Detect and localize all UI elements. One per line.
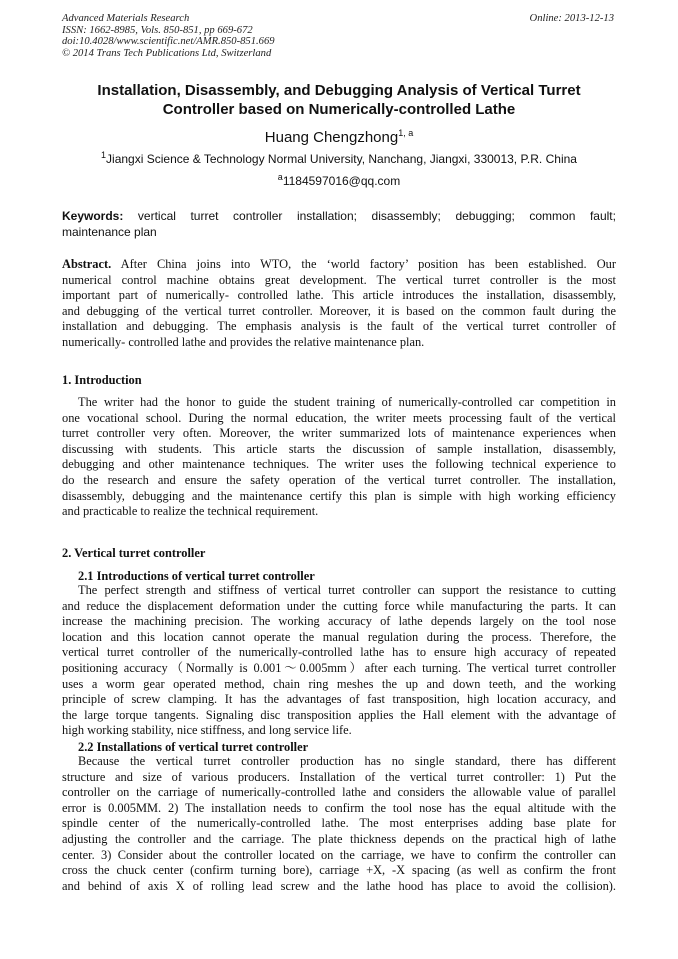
section-2-1-body: [62, 583, 616, 739]
keywords: [62, 209, 616, 240]
journal-name: Advanced Materials Research: [62, 13, 190, 24]
title-line: Installation, Disassembly, and Debugging Analysis of Vertical Turret: [97, 82, 581, 99]
keyword: vertical: [137, 209, 176, 223]
author-sup: 1, a: [398, 128, 414, 138]
affiliation: [62, 152, 616, 166]
text-line: principle of screw clamping. It has the advantages of fast transposition, high location accuracy, and: [62, 692, 616, 707]
text-line: cross the chuck center (confirm turning bore), carriage +X, -X spacing (as well as confirm the front: [62, 863, 616, 878]
text-line: Because the vertical turret controller production has no single standard, there has different: [78, 754, 616, 768]
text-line: location and this location cannot operate the manual regulation during the process. Therefore, the: [62, 629, 616, 644]
section-2-2-body: [62, 754, 616, 894]
section-1-body: [62, 395, 616, 520]
abstract: [62, 257, 616, 351]
text-line: numerical control machine obtains great development. The vertical turret controller is the most: [62, 272, 616, 287]
email-sup: a: [277, 172, 283, 182]
text-line: high working stability, nice stiffness, and long service life.: [62, 723, 352, 738]
keywords-line: maintenance plan: [62, 224, 157, 239]
keyword: installation;: [296, 209, 357, 223]
text-line: uses a worm gear operated method, chain ring meshes the up and down teeth, and the working: [62, 676, 616, 691]
text-line: and practicable to realize the technical requirement.: [62, 504, 319, 519]
affiliation-sup: 1: [101, 150, 107, 160]
text-line: increase the machining precision. The working accuracy of lathe depends largely on the tool nose: [62, 614, 616, 629]
author: [62, 129, 616, 146]
text-line: positioning accuracy（Normally is 0.001～0.005mm）after each turning. The vertical turret controller: [62, 660, 616, 675]
text-line: disassembly, debugging and the maintenance certify this plan is simple with high working efficiency: [62, 488, 616, 503]
text-line: spindle center of the numerically-controlled lathe. The most enterprises adding base plate for: [62, 816, 616, 831]
text-line: vertical turret controller of the numerically-controlled lathe has to ensure high accuracy of repeated: [62, 645, 616, 660]
affiliation-text: Jiangxi Science & Technology Normal University, Nanchang, Jiangxi, 330013, P.R. China: [106, 152, 577, 166]
text-line: and debugging of the vertical turret controller. Moreover, it is based on the common fault during the: [62, 303, 616, 318]
text-line: structure and size of various producers. Installation of the vertical turret controller: 1) Put the: [62, 769, 616, 784]
email: [62, 174, 616, 188]
text-line-content: After China joins into WTO, the ‘world factory’ position has been established. Our: [120, 257, 616, 271]
text-line: and reduce the displacement deformation under the cutting force while manufacturing the parts. It can: [62, 598, 616, 613]
text-line: error is 0.005MM. 2) The installation needs to confirm the tool nose has the equal altitude with the: [62, 800, 616, 815]
keyword: turret: [190, 209, 219, 223]
keywords-line: [62, 209, 616, 225]
text-line: [62, 257, 616, 273]
keyword: controller: [233, 209, 283, 223]
text-line: discussing with students. This article starts the discussion of sample installation, disassembly,: [62, 441, 616, 456]
section-1-heading: 1. Introduction: [62, 373, 142, 387]
text-line: installation and debugging. The emphasis analysis is the fault of the vertical turret controller of: [62, 319, 616, 334]
keyword: disassembly;: [371, 209, 441, 223]
section-2-1-heading: 2.1 Introductions of vertical turret controller: [78, 569, 315, 583]
text-line: turret controller very often. Moreover, the writer summarized lots of maintenance experiences when: [62, 426, 616, 441]
text-line: important part of numerically- controlled lathe. This article introduces the installation, disassembly,: [62, 288, 616, 303]
online-date: Online: 2013-12-13: [529, 13, 614, 24]
text-line: center. 3) Consider about the controller located on the carriage, we have to confirm the controller can: [62, 847, 616, 862]
text-line: adjusting the controller and the carriage. The plate thickness depends on the practical high of lathe: [62, 831, 616, 846]
abstract-label: Abstract.: [62, 257, 112, 271]
text-line: debugging and other maintenance techniques. The writer uses the following technical experience to: [62, 457, 616, 472]
title-line: Controller based on Numerically-controlled Lathe: [162, 101, 516, 118]
keyword: fault;: [589, 209, 616, 223]
journal-meta: [62, 13, 275, 59]
section-2-heading: 2. Vertical turret controller: [62, 546, 206, 560]
text-line: the large torque tangents. Signaling disc transposition applies the Hall element with the advantage of: [62, 707, 616, 722]
issn: ISSN: 1662-8985, Vols. 850-851, pp 669-672: [62, 24, 253, 36]
text-line: The perfect strength and stiffness of vertical turret controller can support the resistance to cutting: [78, 583, 616, 597]
keywords-label: Keywords:: [62, 209, 124, 223]
paper-title: [62, 81, 616, 119]
keyword: common: [529, 209, 576, 223]
author-name: Huang Chengzhong: [264, 129, 399, 146]
email-text: 1184597016@qq.com: [282, 174, 401, 188]
keyword: debugging;: [455, 209, 515, 223]
doi: doi:10.4028/www.scientific.net/AMR.850-851.669: [62, 36, 275, 47]
text-line: The writer had the honor to guide the student training of numerically-controlled car competition in: [78, 395, 616, 409]
text-line: controller on the carriage of numerically-controlled lathe and considers the allowable value of parallel: [62, 785, 616, 800]
text-line: do the research and ensure the safety operation of the vertical turret controller. The installation,: [62, 472, 616, 487]
text-line: numerically- controlled lathe and provides the relative maintenance plan.: [62, 334, 425, 349]
copyright: © 2014 Trans Tech Publications Ltd, Switzerland: [62, 47, 272, 59]
text-line: one vocational school. During the normal education, the writer meets processing fault of the vertical: [62, 410, 616, 425]
section-2-2-heading: 2.2 Installations of vertical turret controller: [78, 740, 309, 754]
text-line: and behind of axis X of rolling lead screw and the lathe hood has place to avoid the collision).: [62, 878, 616, 893]
